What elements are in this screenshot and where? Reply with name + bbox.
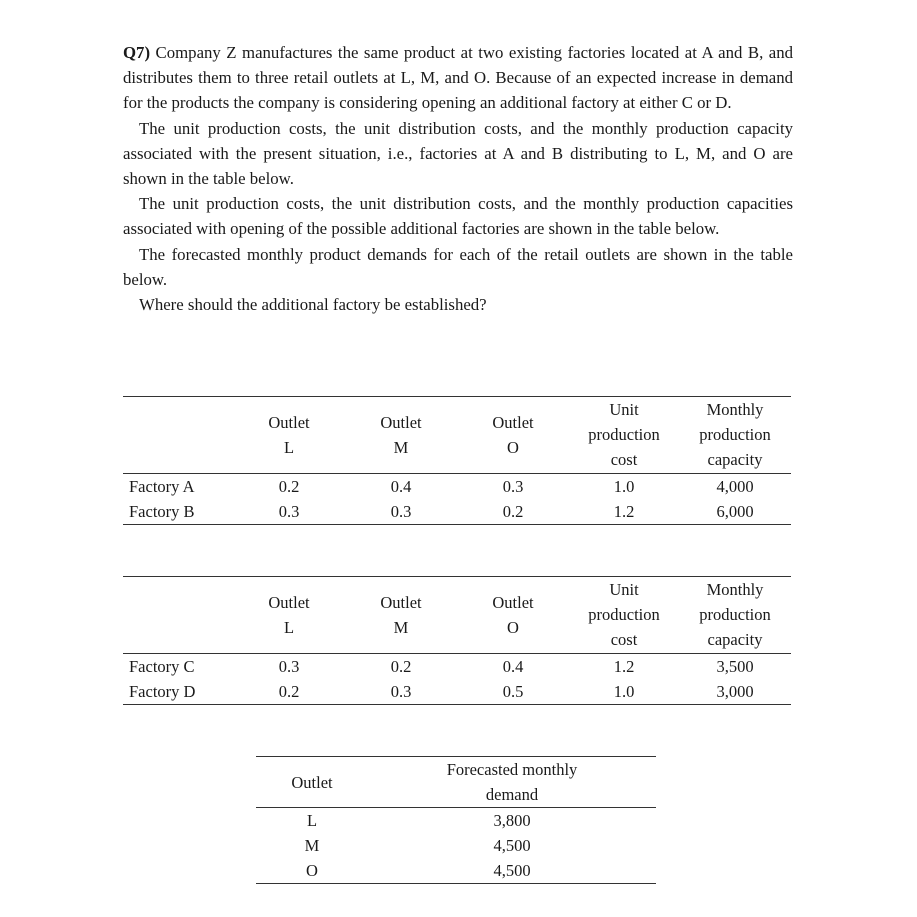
- cell-cost-o: 0.4: [502, 656, 524, 676]
- cell-capacity: 3,000: [679, 679, 791, 705]
- header-outlet-m: Outlet M: [345, 397, 457, 474]
- question-paragraph-1: [123, 40, 793, 116]
- row-factory-name: Factory B: [123, 499, 233, 525]
- cell-cost-l: 0.2: [278, 476, 300, 496]
- cell-capacity: 3,500: [716, 656, 754, 676]
- header-outlet-o: Outlet O: [457, 397, 569, 474]
- table-header-row: [256, 757, 656, 808]
- table-row: [256, 808, 656, 834]
- cell-cost-l: 0.3: [233, 499, 345, 525]
- question-label: Q7): [123, 43, 151, 62]
- table-row: [123, 499, 791, 525]
- cell-cost-o: 0.3: [502, 476, 524, 496]
- question-paragraph-5: Where should the additional factory be established?: [139, 295, 487, 315]
- cell-unit-production-cost: 1.2: [613, 656, 635, 676]
- row-factory-name: Factory C: [129, 656, 195, 676]
- header-outlet-o: Outlet O: [457, 577, 569, 654]
- cell-outlet: M: [304, 836, 320, 856]
- cell-demand: 4,500: [493, 836, 531, 856]
- header-outlet-l: Outlet L: [233, 577, 345, 654]
- cell-unit-production-cost: 1.0: [613, 476, 635, 496]
- cell-unit-production-cost: 1.0: [569, 679, 679, 705]
- table-row: [256, 833, 656, 858]
- existing-factories-table: [123, 396, 791, 525]
- table-header-row: [123, 397, 791, 474]
- row-factory-name: Factory D: [123, 679, 233, 705]
- possible-factories-table: [123, 576, 791, 705]
- header-unit-production-cost: Unit production cost: [569, 577, 679, 654]
- header-unit-production-cost: Unit production cost: [569, 397, 679, 474]
- cell-cost-o: 0.2: [457, 499, 569, 525]
- question-paragraph-3: The unit production costs, the unit distribution costs, and the monthly production capacities associated with opening of the possible additional factories are shown in the table below.: [123, 194, 793, 239]
- demand-table: [256, 756, 656, 884]
- question-paragraph-2: The unit production costs, the unit distribution costs, and the monthly production capacity associated with the present situation, i.e., factories at A and B distributing to L, M, and O are shown in the table below.: [123, 118, 793, 189]
- table-row: [123, 653, 791, 679]
- cell-cost-l: 0.3: [278, 656, 300, 676]
- cell-capacity: 6,000: [679, 499, 791, 525]
- header-monthly-capacity: Monthly production capacity: [679, 577, 791, 654]
- cell-unit-production-cost: 1.2: [569, 499, 679, 525]
- question-paragraph-1-text: Company Z manufactures the same product at two existing factories located at A and B, and distributes them to three retail outlets at L, M, and O. Because of an expected increase in demand for the products the company is considering opening an additional factory at either C or D.: [123, 43, 793, 113]
- cell-cost-m: 0.2: [390, 656, 412, 676]
- cell-outlet: O: [256, 858, 368, 884]
- table-header-row: [123, 577, 791, 654]
- cell-cost-m: 0.3: [345, 679, 457, 705]
- cell-cost-m: 0.3: [345, 499, 457, 525]
- header-empty-cell: [123, 397, 233, 474]
- table-row: [256, 858, 656, 884]
- question-text: [123, 40, 793, 317]
- question-paragraph-4: The forecasted monthly product demands for each of the retail outlets are shown in the table below.: [123, 244, 793, 289]
- table-row: [123, 679, 791, 705]
- header-outlet: Outlet: [256, 757, 368, 808]
- cell-cost-l: 0.2: [233, 679, 345, 705]
- cell-cost-m: 0.4: [390, 476, 412, 496]
- header-outlet-m: Outlet M: [345, 577, 457, 654]
- cell-outlet: L: [306, 811, 318, 831]
- header-monthly-capacity: Monthly production capacity: [679, 397, 791, 474]
- cell-demand: 4,500: [368, 858, 656, 884]
- row-factory-name: Factory A: [129, 476, 195, 496]
- cell-demand: 3,800: [493, 811, 531, 831]
- header-outlet-l: Outlet L: [233, 397, 345, 474]
- header-forecasted-demand: Forecasted monthly demand: [368, 757, 656, 808]
- cell-capacity: 4,000: [716, 476, 754, 496]
- header-empty-cell: [123, 577, 233, 654]
- cell-cost-o: 0.5: [457, 679, 569, 705]
- table-row: [123, 473, 791, 499]
